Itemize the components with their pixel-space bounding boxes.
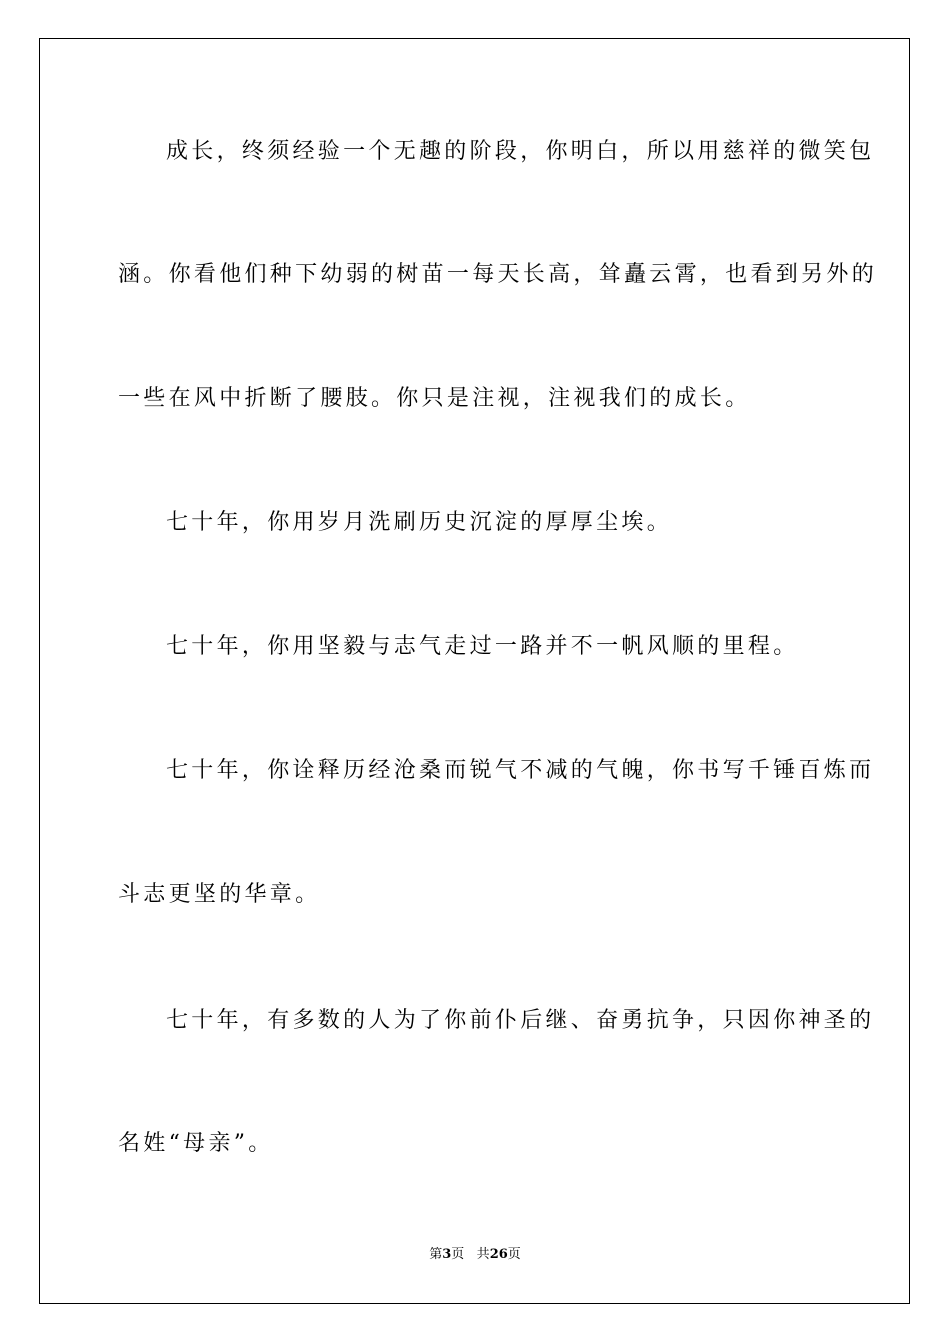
paragraph-line: 七十年，你用岁月洗刷历史沉淀的厚厚尘埃。 xyxy=(166,510,673,535)
paragraph-line: 成长，终须经验一个无趣的阶段，你明白，所以用慈祥的微笑包 xyxy=(166,139,875,164)
paragraph-line: 名姓“母亲”。 xyxy=(118,1131,274,1156)
page-footer xyxy=(0,1246,950,1264)
total-suffix: 页 xyxy=(507,1247,521,1262)
total-prefix: 共 xyxy=(476,1247,490,1262)
paragraph-line: 斗志更坚的华章。 xyxy=(118,882,321,907)
paragraph-line: 七十年，有多数的人为了你前仆后继、奋勇抗争，只因你神圣的 xyxy=(166,1008,875,1033)
paragraph-line: 涵。你看他们种下幼弱的树苗一每天长高，耸矗云霄，也看到另外的 xyxy=(118,262,878,287)
total-pages: 26 xyxy=(489,1247,508,1262)
page-suffix: 页 xyxy=(451,1247,465,1262)
page-number: 3 xyxy=(442,1247,452,1262)
paragraph-line: 七十年，你用坚毅与志气走过一路并不一帆风顺的里程。 xyxy=(166,634,799,659)
page-prefix: 第 xyxy=(429,1247,443,1262)
paragraph-line: 七十年，你诠释历经沧桑而锐气不减的气魄，你书写千锤百炼而 xyxy=(166,758,875,783)
paragraph-line: 一些在风中折断了腰肢。你只是注视，注视我们的成长。 xyxy=(118,386,751,411)
page-border xyxy=(39,38,910,1304)
